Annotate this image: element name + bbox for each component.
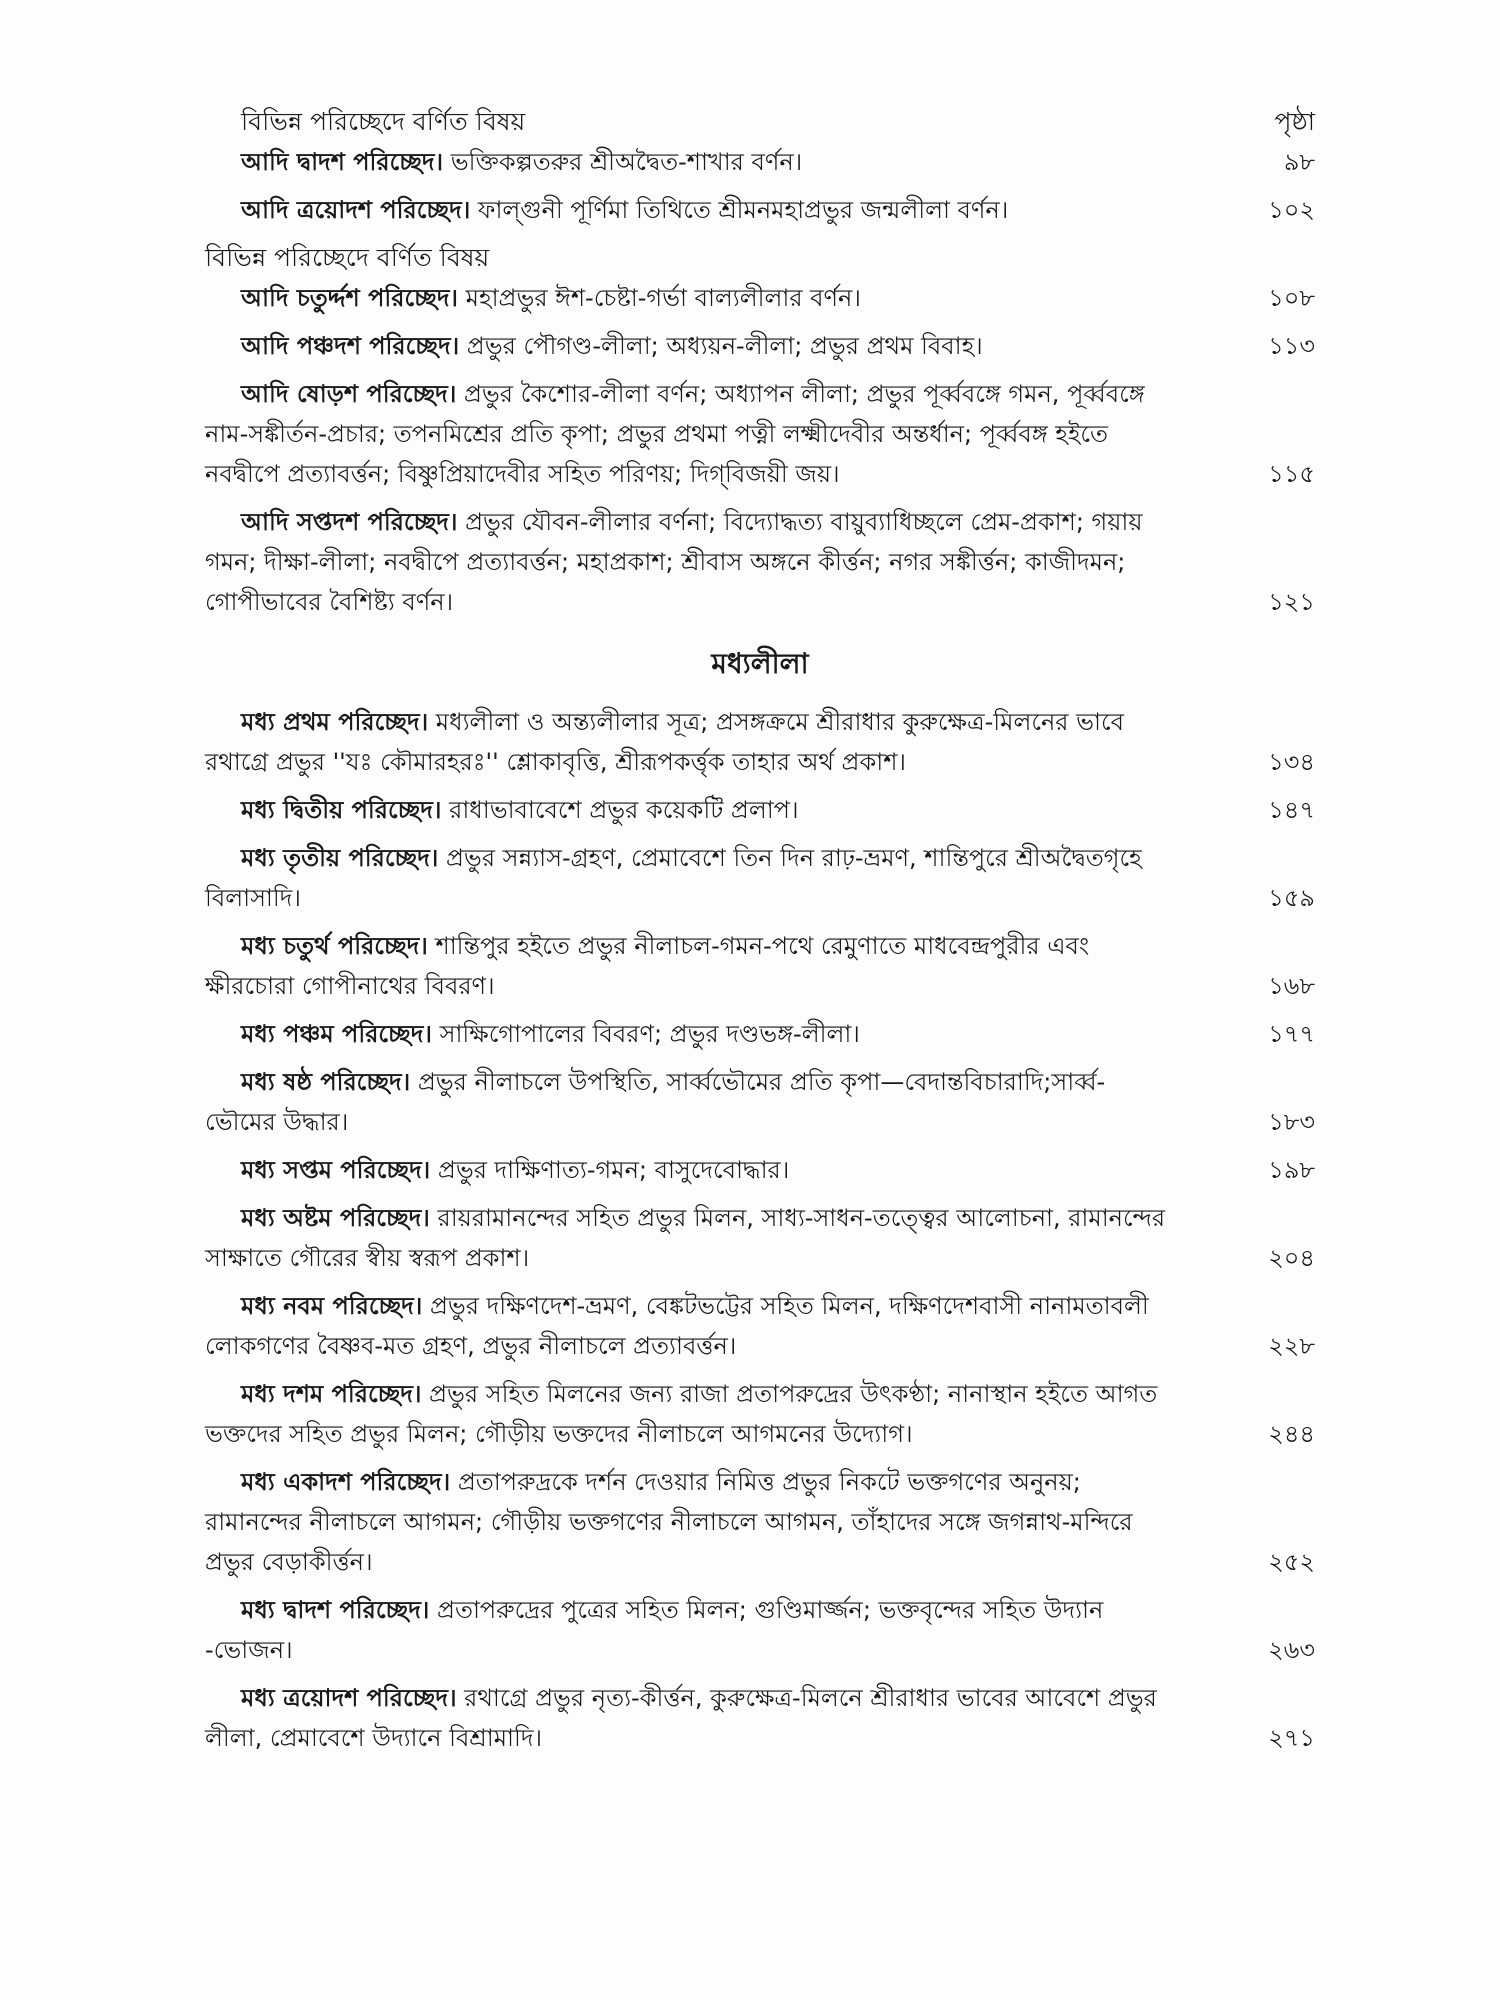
chapter-heading: মধ্য প্রথম পরিচ্ছেদ। [241, 708, 429, 736]
chapter-summary-line-2: সাক্ষাতে গৌরের স্বীয় স্বরূপ প্রকাশ। [205, 1244, 530, 1272]
toc-entry-madhya-5 [205, 1014, 1315, 1054]
page-number: ২০৪ [1268, 1244, 1315, 1272]
toc-entry-madhya-9 [205, 1286, 1315, 1366]
chapter-heading: মধ্য দ্বিতীয় পরিচ্ছেদ। [241, 796, 442, 824]
chapter-heading: মধ্য ত্রয়োদশ পরিচ্ছেদ। [241, 1684, 457, 1712]
toc-entry-madhya-13 [205, 1678, 1315, 1758]
page-number: ১০৮ [1268, 284, 1315, 312]
chapter-heading: আদি সপ্তদশ পরিচ্ছেদ। [241, 508, 458, 536]
chapter-summary-line-3: গোপীভাবের বৈশিষ্ট্য বর্ণন। [205, 588, 454, 616]
chapter-summary-line-2: -ভোজন। [205, 1636, 293, 1664]
chapter-summary-line-2: গমন; দীক্ষা-লীলা; নবদ্বীপে প্রত্যাবর্ত্তন; মহাপ্রকাশ; শ্রীবাস অঙ্গনে কীর্ত্তন; নগর সঙ্কীর্ত্তন; কাজীদমন; [205, 548, 1126, 576]
toc-entry-adi-14 [205, 278, 1315, 318]
toc-entry-adi-15 [205, 326, 1315, 366]
section-title-madhya: মধ্যলীলা [711, 647, 809, 680]
repeated-column-heading: বিভিন্ন পরিচ্ছেদে বর্ণিত বিষয় [205, 243, 490, 272]
chapter-summary: সাক্ষিগোপালের বিবরণ; প্রভুর দণ্ডভঙ্গ-লীলা। [431, 1020, 860, 1048]
toc-entry-madhya-2 [205, 790, 1315, 830]
chapter-summary-line-1: প্রভুর দক্ষিণদেশ-ভ্রমণ, বেঙ্কটভট্টের সহিত মিলন, দক্ষিণদেশবাসী নানামতাবলী [422, 1292, 1149, 1320]
toc-entry-madhya-11 [205, 1462, 1315, 1582]
toc-entry-madhya-4 [205, 926, 1315, 1006]
toc-entry-adi-16 [205, 374, 1315, 494]
chapter-summary-line-2: বিলাসাদি। [205, 884, 301, 912]
chapter-summary: রাধাভাবাবেশে প্রভুর কয়েকটি প্রলাপ। [441, 796, 799, 824]
page-number: ২৫২ [1268, 1548, 1315, 1576]
chapter-heading: আদি চতুর্দ্দশ পরিচ্ছেদ। [241, 284, 459, 312]
chapter-summary-line-1: প্রতাপরুদ্রকে দর্শন দেওয়ার নিমিত্ত প্রভুর নিকটে ভক্তগণের অনুনয়; [450, 1468, 1081, 1496]
toc-entry-madhya-12 [205, 1590, 1315, 1670]
page-number: ১৪৭ [1268, 796, 1315, 824]
page-number: ২৭১ [1268, 1724, 1315, 1752]
page-number: ১৭৭ [1268, 1020, 1315, 1048]
chapter-summary-line-2: ক্ষীরচোরা গোপীনাথের বিবরণ। [205, 972, 495, 1000]
chapter-summary-line-1: রথাগ্রে প্রভুর নৃত্য-কীর্ত্তন, কুরুক্ষেত্র-মিলনে শ্রীরাধার ভাবের আবেশে প্রভুর [456, 1684, 1157, 1712]
chapter-summary: মহাপ্রভুর ঈশ-চেষ্টা-গর্ভা বাল্যলীলার বর্ণন। [458, 284, 861, 312]
page-number: ১৯৮ [1268, 1156, 1315, 1184]
chapter-summary-line-1: মধ্যলীলা ও অন্ত্যলীলার সূত্র; প্রসঙ্গক্রমে শ্রীরাধার কুরুক্ষেত্র-মিলনের ভাবে [428, 708, 1124, 736]
page-number: ১১৫ [1268, 460, 1315, 488]
chapter-heading: মধ্য দ্বাদশ পরিচ্ছেদ। [241, 1596, 430, 1624]
toc-entry-madhya-1 [205, 702, 1315, 782]
contents-list [205, 102, 1315, 1766]
toc-entry-madhya-10 [205, 1374, 1315, 1454]
chapter-summary-line-2: লীলা, প্রেমাবেশে উদ্যানে বিশ্রামাদি। [205, 1724, 543, 1752]
toc-entry-madhya-7 [205, 1150, 1315, 1190]
chapter-heading: মধ্য সপ্তম পরিচ্ছেদ। [241, 1156, 431, 1184]
chapter-heading: মধ্য নবম পরিচ্ছেদ। [241, 1292, 423, 1320]
page-number: ১৫৯ [1268, 884, 1315, 912]
chapter-summary-line-2: ভৌমের উদ্ধার। [205, 1108, 349, 1136]
chapter-summary-line-1: রায়রামানন্দের সহিত প্রভুর মিলন, সাধ্য-সাধন-তত্ত্বের আলোচনা, রামানন্দের [429, 1204, 1166, 1232]
chapter-summary-line-2: লোকগণের বৈষ্ণব-মত গ্রহণ, প্রভুর নীলাচলে প্রত্যাবর্ত্তন। [205, 1332, 737, 1360]
chapter-heading: মধ্য পঞ্চম পরিচ্ছেদ। [241, 1020, 432, 1048]
page-column-label: পৃষ্ঠা [1274, 107, 1315, 136]
chapter-summary-line-1: প্রভুর সন্ন্যাস-গ্রহণ, প্রেমাবেশে তিন দিন রাঢ়-ভ্রমণ, শান্তিপুরে শ্রীঅদ্বৈতগৃহে [438, 844, 1142, 872]
chapter-summary-line-1: শান্তিপুর হইতে প্রভুর নীলাচল-গমন-পথে রেমুণাতে মাধবেন্দ্রপুরীর এবং [427, 932, 1090, 960]
chapter-summary-line-1: প্রভুর সহিত মিলনের জন্য রাজা প্রতাপরুদ্রের উৎকণ্ঠা; নানাস্থান হইতে আগত [421, 1380, 1158, 1408]
chapter-heading: মধ্য একাদশ পরিচ্ছেদ। [241, 1468, 451, 1496]
chapter-heading: আদি ষোড়শ পরিচ্ছেদ। [241, 380, 457, 408]
chapter-summary: প্রভুর দাক্ষিণাত্য-গমন; বাসুদেবোদ্ধার। [430, 1156, 790, 1184]
page-number: ১৮৩ [1268, 1108, 1315, 1136]
page-number: ৯৮ [1283, 148, 1315, 176]
chapter-heading: আদি ত্রয়োদশ পরিচ্ছেদ। [241, 196, 471, 224]
page-number: ২৪৪ [1268, 1420, 1315, 1448]
page-number: ২৬৩ [1268, 1636, 1315, 1664]
chapter-summary: ফাল্গুনী পূর্ণিমা তিথিতে শ্রীমনমহাপ্রভুর জন্মলীলা বর্ণন। [470, 196, 1009, 224]
chapter-summary-line-3: নবদ্বীপে প্রত্যাবর্ত্তন; বিষ্ণুপ্রিয়াদেবীর সহিত পরিণয়; দিগ্‌বিজয়ী জয়। [205, 460, 840, 488]
chapter-summary-line-2: ভক্তদের সহিত প্রভুর মিলন; গৌড়ীয় ভক্তদের নীলাচলে আগমনের উদ্যোগ। [205, 1420, 913, 1448]
toc-entry-adi-17 [205, 502, 1315, 622]
page-number: ২২৮ [1268, 1332, 1315, 1360]
chapter-heading: আদি দ্বাদশ পরিচ্ছেদ। [241, 148, 444, 176]
toc-entry-adi-13 [205, 190, 1315, 230]
subject-column-label: বিভিন্ন পরিচ্ছেদে বর্ণিত বিষয় [241, 107, 526, 136]
chapter-heading: মধ্য তৃতীয় পরিচ্ছেদ। [241, 844, 439, 872]
page-number: ১১৩ [1268, 332, 1315, 360]
toc-entry-madhya-3 [205, 838, 1315, 918]
chapter-summary: ভক্তিকল্পতরুর শ্রীঅদ্বৈত-শাখার বর্ণন। [443, 148, 803, 176]
toc-entry-adi-12 [205, 142, 1315, 182]
chapter-summary: প্রভুর পৌগণ্ড-লীলা; অধ্যয়ন-লীলা; প্রভুর প্রথম বিবাহ। [459, 332, 983, 360]
chapter-heading: মধ্য দশম পরিচ্ছেদ। [241, 1380, 422, 1408]
page-number: ১৩৪ [1268, 748, 1315, 776]
chapter-summary-line-2: রামানন্দের নীলাচলে আগমন; গৌড়ীয় ভক্তগণের নীলাচলে আগমন, তাঁহাদের সঙ্গে জগন্নাথ-মন্দিরে [205, 1508, 1133, 1536]
page-number: ১০২ [1268, 196, 1315, 224]
chapter-summary-line-1: প্রভুর কৈশোর-লীলা বর্ণন; অধ্যাপন লীলা; প্রভুর পূর্ব্ববঙ্গে গমন, পূর্ব্ববঙ্গে [456, 380, 1145, 408]
page-number: ১৬৮ [1268, 972, 1315, 1000]
chapter-summary-line-3: প্রভুর বেড়াকীর্ত্তন। [205, 1548, 373, 1576]
column-header [241, 102, 1315, 142]
chapter-summary-line-1: প্রভুর যৌবন-লীলার বর্ণনা; বিদ্যোদ্ধত্য বায়ুব্যাধিচ্ছলে প্রেম-প্রকাশ; গয়ায় [457, 508, 1143, 536]
chapter-summary-line-1: প্রভুর নীলাচলে উপস্থিতি, সার্ব্বভৌমের প্রতি কৃপা—বেদান্তবিচারাদি;সার্ব্ব- [410, 1068, 1106, 1096]
chapter-heading: মধ্য ষষ্ঠ পরিচ্ছেদ। [241, 1068, 411, 1096]
chapter-summary-line-1: প্রতাপরুদ্রের পুত্রের সহিত মিলন; গুণ্ডিমার্জ্জন; ভক্তবৃন্দের সহিত উদ্যান [429, 1596, 1104, 1624]
chapter-heading: আদি পঞ্চদশ পরিচ্ছেদ। [241, 332, 460, 360]
chapter-summary-line-2: নাম-সঙ্কীর্তন-প্রচার; তপনমিশ্রের প্রতি কৃপা; প্রভুর প্রথমা পত্নী লক্ষ্মীদেবীর অন্তর্ধান; পূর্ব্ববঙ্গ হইতে [205, 420, 1109, 448]
chapter-summary-line-2: রথাগ্রে প্রভুর ''যঃ কৌমারহরঃ'' শ্লোকাবৃত্তি, শ্রীরূপকর্ত্তৃক তাহার অর্থ প্রকাশ। [205, 748, 906, 776]
chapter-heading: মধ্য চতুর্থ পরিচ্ছেদ। [241, 932, 428, 960]
toc-entry-madhya-8 [205, 1198, 1315, 1278]
page-number: ১২১ [1268, 588, 1315, 616]
toc-entry-madhya-6 [205, 1062, 1315, 1142]
chapter-heading: মধ্য অষ্টম পরিচ্ছেদ। [241, 1204, 430, 1232]
